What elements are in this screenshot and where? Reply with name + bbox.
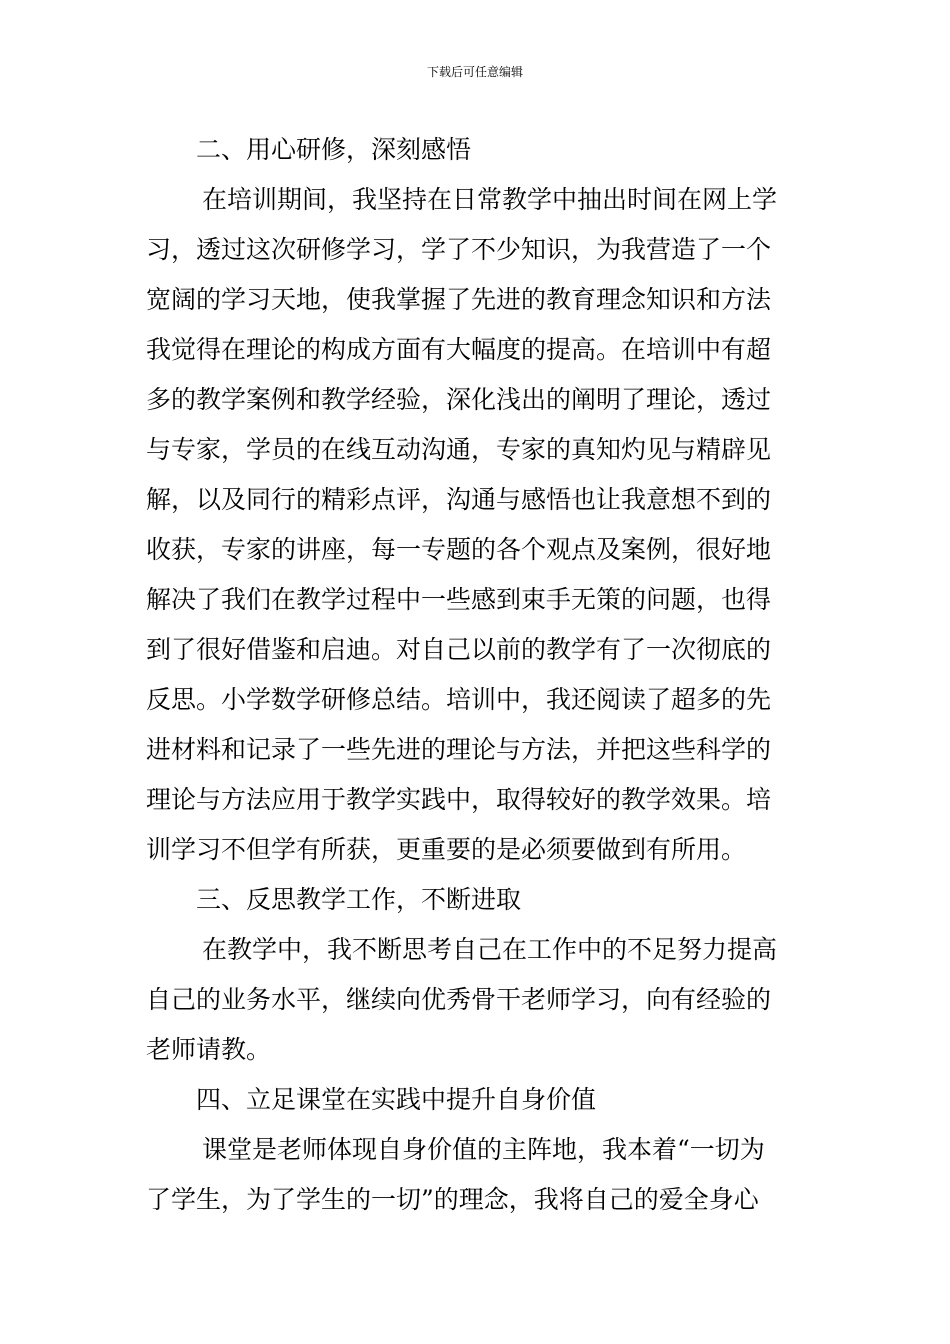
paragraph-line: 训学习不但学有所获，更重要的是必须要做到有所用。 xyxy=(146,835,747,864)
section-heading: 二、用心研修，深刻感悟 xyxy=(196,135,472,164)
paragraph-line: 在教学中，我不断思考自己在工作中的不足努力提高 xyxy=(202,935,778,964)
paragraph-line: 与专家，学员的在线互动沟通，专家的真知灼见与精辟见 xyxy=(146,435,772,464)
paragraph-line: 课堂是老师体现自身价值的主阵地，我本着“一切为 xyxy=(202,1135,765,1164)
paragraph-line: 反思。小学数学研修总结。培训中，我还阅读了超多的先 xyxy=(146,685,772,714)
paragraph-line: 我觉得在理论的构成方面有大幅度的提高。在培训中有超 xyxy=(146,335,772,364)
paragraph-line: 了学生，为了学生的一切”的理念，我将自己的爱全身心 xyxy=(146,1185,759,1214)
section-heading: 三、反思教学工作，不断进取 xyxy=(196,885,522,914)
paragraph-line: 解，以及同行的精彩点评，沟通与感悟也让我意想不到的 xyxy=(146,485,772,514)
paragraph-line: 老师请教。 xyxy=(146,1035,272,1064)
paragraph-line: 进材料和记录了一些先进的理论与方法，并把这些科学的 xyxy=(146,735,772,764)
paragraph-line: 自己的业务水平，继续向优秀骨干老师学习，向有经验的 xyxy=(146,985,772,1014)
document-body xyxy=(146,125,816,1225)
page-header-note: 下载后可任意编辑 xyxy=(426,65,523,79)
paragraph-line: 到了很好借鉴和启迪。对自己以前的教学有了一次彻底的 xyxy=(146,635,772,664)
paragraph-line: 宽阔的学习天地，使我掌握了先进的教育理念知识和方法 xyxy=(146,285,772,314)
paragraph-line: 在培训期间，我坚持在日常教学中抽出时间在网上学 xyxy=(202,185,778,214)
section-heading: 四、立足课堂在实践中提升自身价值 xyxy=(196,1085,597,1114)
paragraph-line: 习，透过这次研修学习，学了不少知识，为我营造了一个 xyxy=(146,235,772,264)
paragraph-line: 多的教学案例和教学经验，深化浅出的阐明了理论，透过 xyxy=(146,385,772,414)
paragraph-line: 理论与方法应用于教学实践中，取得较好的教学效果。培 xyxy=(146,785,772,814)
paragraph-line: 收获，专家的讲座，每一专题的各个观点及案例，很好地 xyxy=(146,535,772,564)
paragraph-line: 解决了我们在教学过程中一些感到束手无策的问题，也得 xyxy=(146,585,772,614)
